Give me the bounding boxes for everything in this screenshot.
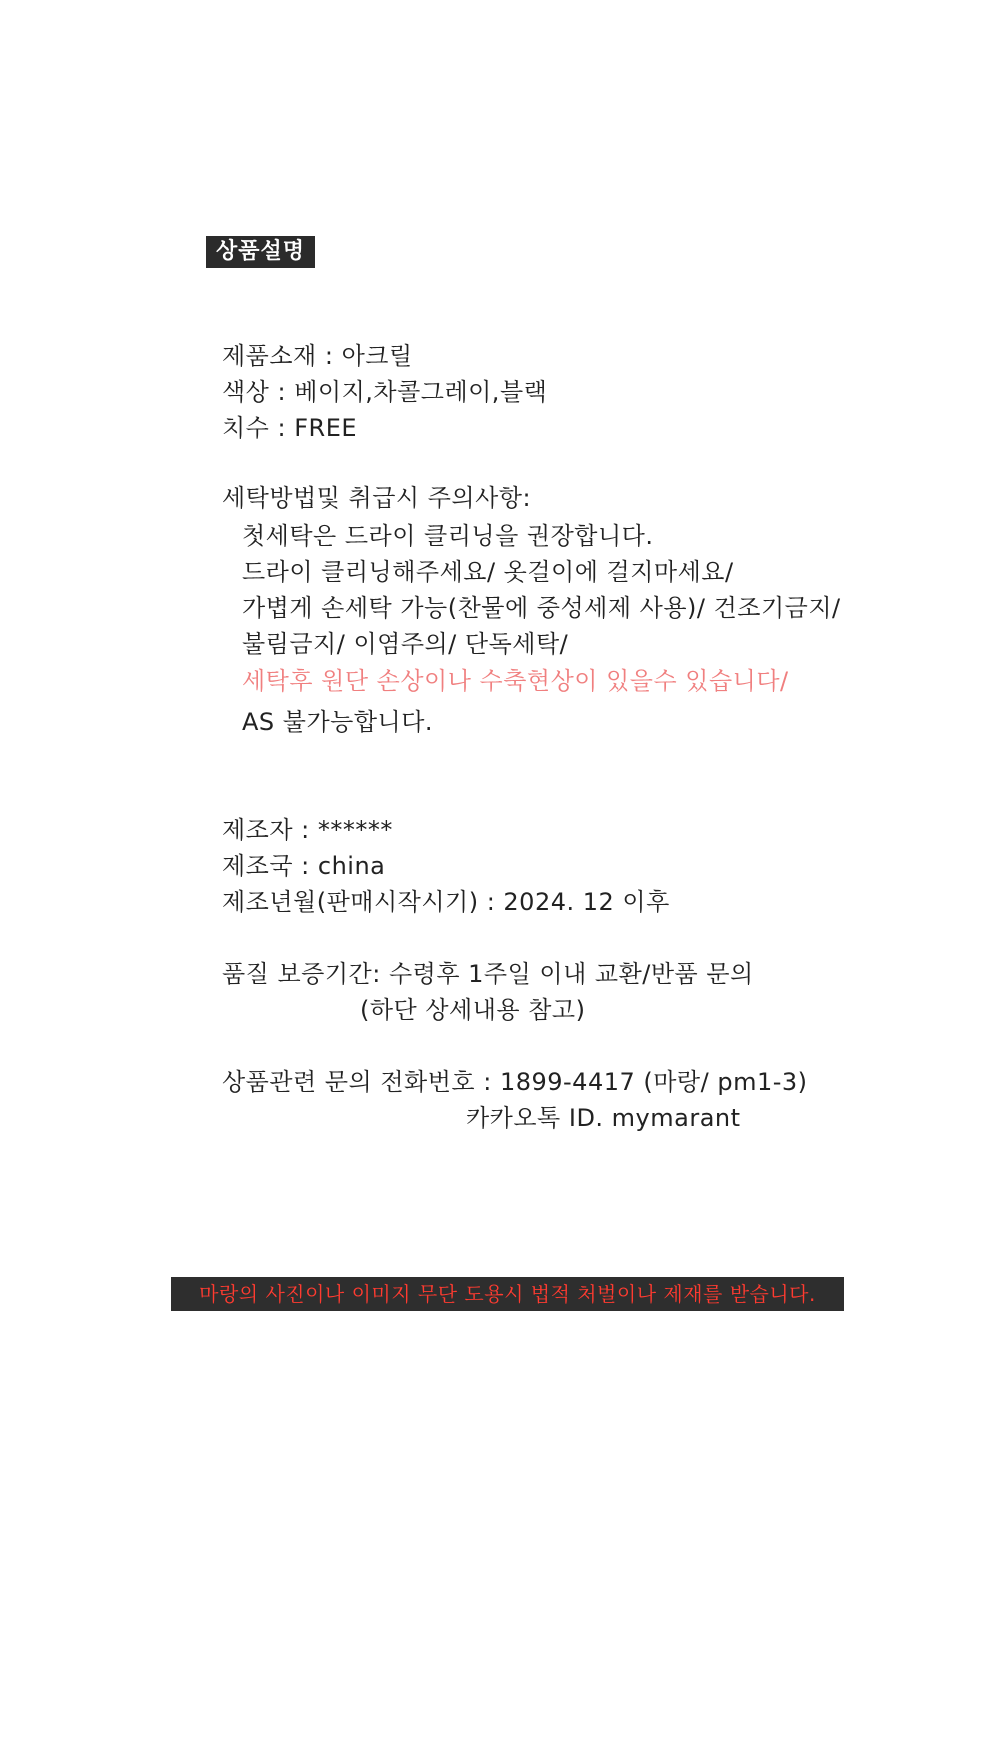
spec-color: 색상 : 베이지,차콜그레이,블랙 (222, 378, 548, 406)
contact-kakao: 카카오톡 ID. mymarant (466, 1104, 741, 1132)
warranty-period: 품질 보증기간: 수령후 1주일 이내 교환/반품 문의 (222, 960, 754, 988)
section-title: 상품설명 (206, 236, 315, 268)
manufacture-date: 제조년월(판매시작시기) : 2024. 12 이후 (222, 888, 670, 916)
care-line: 불림금지/ 이염주의/ 단독세탁/ (242, 630, 569, 658)
spec-material: 제품소재 : 아크릴 (222, 342, 413, 370)
as-notice: AS 불가능합니다. (242, 708, 434, 736)
contact-phone: 상품관련 문의 전화번호 : 1899-4417 (마랑/ pm1-3) (222, 1068, 808, 1096)
care-line: 첫세탁은 드라이 클리닝을 권장합니다. (242, 522, 654, 550)
care-line: 가볍게 손세탁 가능(찬물에 중성세제 사용)/ 건조기금지/ (242, 594, 841, 622)
copyright-notice-bar: 마랑의 사진이나 이미지 무단 도용시 법적 처벌이나 제재를 받습니다. (171, 1277, 844, 1311)
manufacture-country: 제조국 : china (222, 852, 386, 880)
manufacturer: 제조자 : ****** (222, 816, 393, 844)
care-heading: 세탁방법및 취급시 주의사항: (222, 484, 532, 512)
care-line: 드라이 클리닝해주세요/ 옷걸이에 걸지마세요/ (242, 558, 734, 586)
care-warning: 세탁후 원단 손상이나 수축현상이 있을수 있습니다/ (242, 667, 789, 695)
warranty-note: (하단 상세내용 참고) (360, 996, 586, 1024)
spec-size: 치수 : FREE (222, 414, 358, 442)
